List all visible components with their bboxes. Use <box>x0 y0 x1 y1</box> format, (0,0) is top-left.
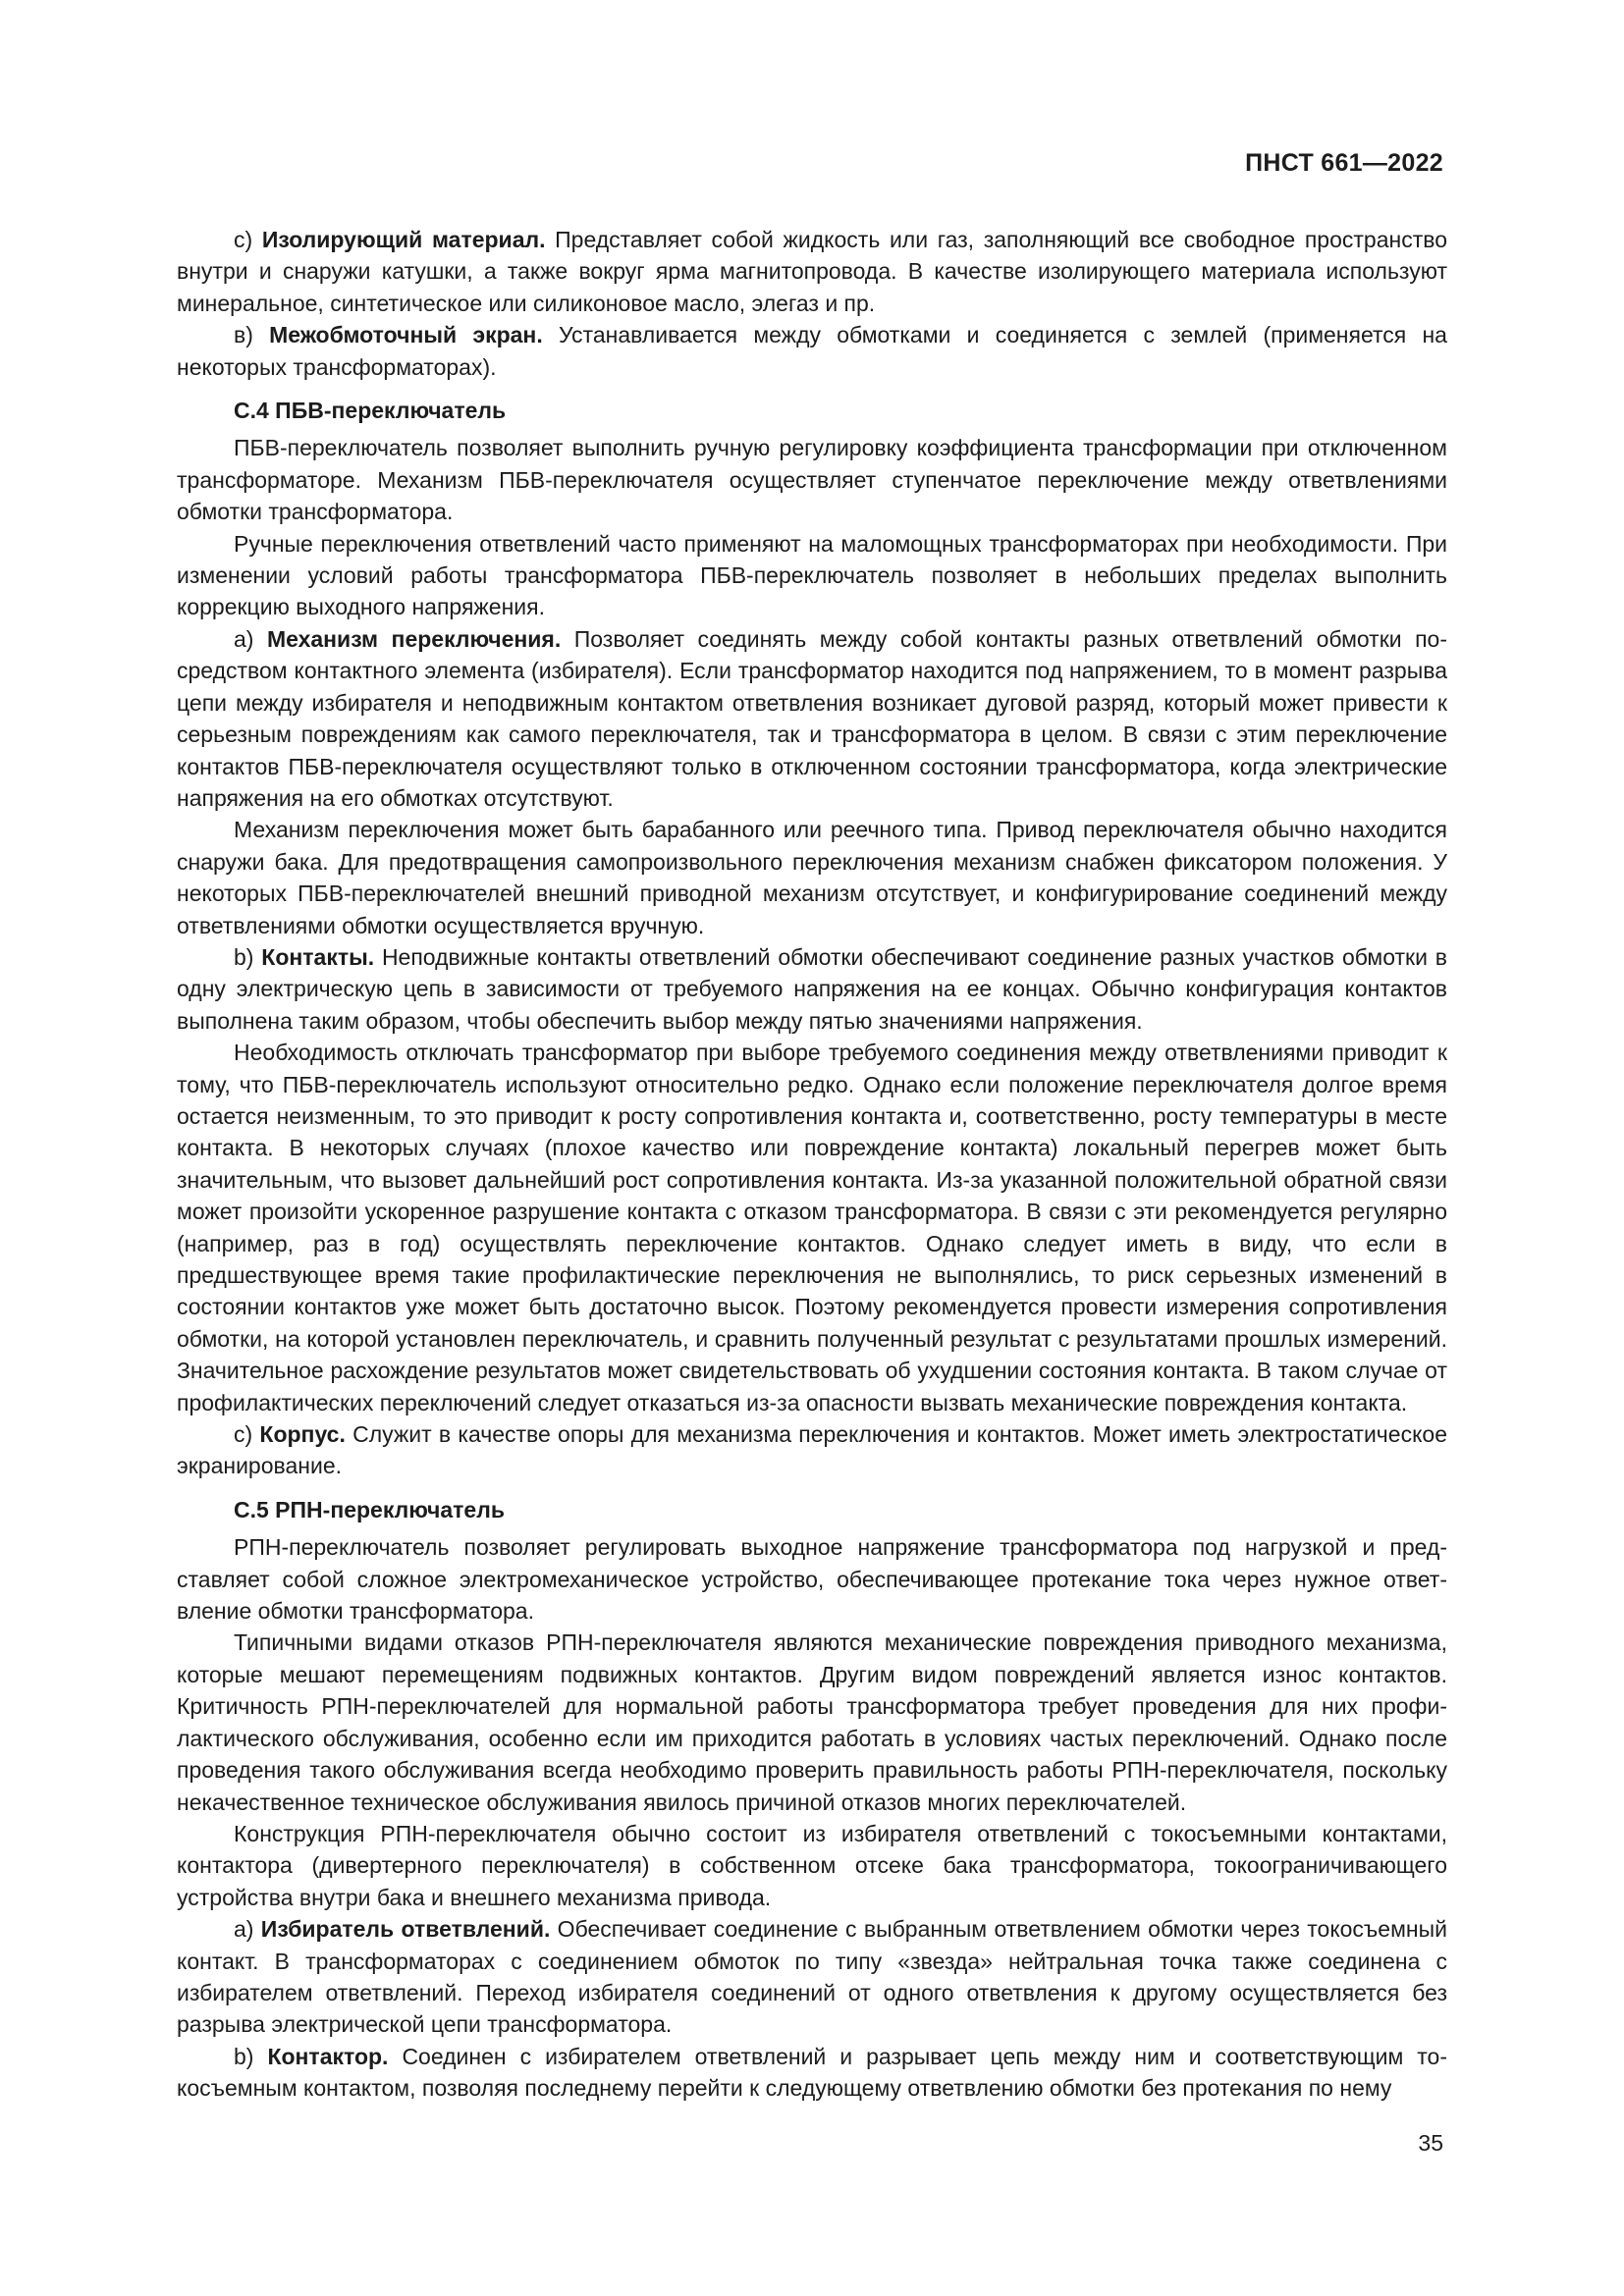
paragraph <box>177 814 1447 941</box>
list-label: b) <box>234 2043 268 2069</box>
paragraph-text: Механизм переключения может быть барабанного или реечного типа. Привод переключателя обычно находится снаружи бака. Для предотвращения самопроизвольного переключения механизм снабжен фиксатором положения. У некоторых ПБВ-переключателей внешний приводной механизм отсутствует, и конфигурирование соединений между ответвлениями обмотки осуществляется вручную. <box>177 817 1447 938</box>
paragraph-text: Служит в качестве опоры для механизма переключения и контактов. Может иметь электростатическое экранирование. <box>177 1421 1447 1479</box>
paragraph-text: РПН-переключатель позволяет регулировать выходное напряжение трансформатора под нагрузкой и представляет собой сложное электромеханическое устройство, обеспечивающее протекание тока через нужное ответвление обмотки трансформатора. <box>177 1534 1447 1625</box>
paragraph-text: Позволяет соединять между собой контакты разных ответвлений обмотки посредством контактного элемента (избирателя). Если трансформатор находится под напряжением, то в момент разрыва цепи между избирателя и неподвижным контактом ответвления возникает дуговой разряд, который может привести к серьезным повреждениям как самого переключателя, так и трансформатора в целом. В связи с этим переключение контактов ПБВ-переключателя осуществляют только в отключенном состоянии трансформатора, когда электрические напряжения на его обмотках отсутствуют. <box>177 625 1448 811</box>
term-bold: Механизм переключения. <box>266 625 562 652</box>
paragraph <box>177 1913 1447 2041</box>
term-bold: Межобмоточный экран. <box>269 322 543 348</box>
paragraph-text: Представляет собой жидкость или газ, заполняющий все свободное пространство внутри и снаружи катушки, а также вокруг ярма магнитопровода. В качестве изолирующего материала используют минеральное, синтетическое или силиконовое масло, элегаз и пр. <box>177 227 1447 316</box>
paragraph <box>177 1531 1447 1627</box>
paragraph-text: Необходимость отключать трансформатор при выборе требуемого соединения между ответвлениями приводит к тому, что ПБВ-переключатель используют относительно редко. Однако если положение переключателя долгое время остается неизменным, то это приводит к росту сопротивления контакта и, соответственно, росту температуры в месте контакта. В некоторых случаях (плохое качество или повреждение контакта) локальный перегрев может быть значительным, что вызовет дальнейший рост сопротивления контакта. Из-за указанной положительной обратной связи может произойти ускоренное разрушение контакта с отказом трансформатора. В связи с эти рекомендуется регулярно (например, раз в год) осуществлять переключение контактов. Однако следует иметь в виду, что если в предшествующее время такие профилактические переключения не выполнялись, то риск серьезных изменений в состоянии контактов уже может быть достаточно высок. Поэтому рекомендуется провести измерения сопротивления обмотки, на которой установлен переключатель, и сравнить полученный результат с результатами прошлых измерений. Значительное расхождение результатов может свидетельствовать об ухудшении состояния контакта. В таком случае от профилактических переключений следует отказаться из-за опасности вызвать механические повреждения контакта. <box>177 1040 1447 1415</box>
term-bold: Избиратель ответвлений. <box>260 1916 551 1943</box>
standard-code-header: ПНСТ 661—2022 <box>1245 149 1443 177</box>
list-label: a) <box>234 625 267 652</box>
paragraph-text: Неподвижные контакты ответвлений обмотки обеспечивают соединение разных участков обмотки в одну электрическую цепь в зависимости от требуемого напряжения на ее концах. Обычно конфигурация контактов выполнена таким образом, чтобы обеспечить выбор между пятью значениями напряжения. <box>177 943 1447 1034</box>
paragraph <box>177 1627 1447 1817</box>
paragraph-text: Устанавливается между обмотками и соединяется с землей (применяется на некоторых трансформаторах). <box>177 322 1447 380</box>
paragraph <box>177 432 1447 527</box>
term-bold: Контактор. <box>267 2043 389 2069</box>
paragraph <box>177 1418 1447 1482</box>
list-label: c) <box>234 1421 260 1448</box>
paragraph <box>177 941 1447 1037</box>
term-bold: Корпус. <box>259 1421 346 1448</box>
term-bold: Контакты. <box>261 943 375 970</box>
term-bold: Изолирующий материал. <box>261 227 546 252</box>
paragraph-text: Соединен с избирателем ответвлений и разрывает цепь между ним и соответствующим токосъемным контактом, позволяя последнему перейти к следующему ответвлению обмотки без протекания по нему <box>177 2043 1448 2102</box>
paragraph-text: ПБВ-переключатель позволяет выполнить ручную регулировку коэффициента трансформации при отключенном трансформаторе. Механизм ПБВ-переключателя осуществляет ступенчатое переключение между ответвлениями обмотки трансформатора. <box>177 435 1447 525</box>
paragraph <box>177 319 1447 383</box>
page-number: 35 <box>1418 2130 1443 2156</box>
body-text <box>177 224 1447 2105</box>
paragraph <box>177 1037 1447 1418</box>
list-label: b) <box>234 943 262 970</box>
list-label: в) <box>234 322 270 348</box>
paragraph <box>177 224 1447 319</box>
paragraph-text: Ручные переключения ответвлений часто применяют на маломощных трансформаторах при необходимости. При изменении условий работы трансформатора ПБВ-переключатель позволяет в небольших пределах выполнить коррекцию выходного напряжения. <box>177 530 1447 620</box>
paragraph <box>177 623 1447 814</box>
paragraph-text: Обеспечивает соединение с выбранным ответвлением обмотки через токосъемный контакт. В трансформаторах с соединением обмоток по типу «звезда» нейтральная точка также соединена с избирателем ответвлений. Переход избирателя соединений от одного ответвления к другому осуществляется без разрыва электрической цепи трансформатора. <box>177 1916 1447 2038</box>
paragraph-text: Конструкция РПН-переключателя обычно состоит из избирателя ответвлений с токосъемными контактами, контактора (дивертерного переключателя) в собственном отсеке бака трансформатора, токоограничивающего устройства внутри бака и внешнего механизма привода. <box>177 1820 1447 1910</box>
paragraph <box>177 1818 1447 1913</box>
paragraph <box>177 528 1447 623</box>
list-label: a) <box>234 1916 261 1943</box>
paragraph <box>177 2041 1447 2105</box>
section-heading: С.4 ПБВ-переключатель <box>234 398 507 424</box>
section-heading: С.5 РПН-переключатель <box>234 1496 505 1522</box>
paragraph-text: Типичными видами отказов РПН-переключателя являются механические повреждения приводного механизма, которые мешают перемещениям подвижных контактов. Другим видом повреждений является износ контактов. Критичность РПН-переключателей для нормальной работы трансформатора требует проведения для них профилактического обслуживания, особенно если им приходится работать в условиях частых переключений. Однако после проведения такого обслуживания всегда необходимо проверить правильность работы РПН-переключателя, поскольку некачественное техническое обслуживания явилось причиной отказов многих переключателей. <box>177 1629 1447 1815</box>
list-label: c) <box>234 227 262 252</box>
